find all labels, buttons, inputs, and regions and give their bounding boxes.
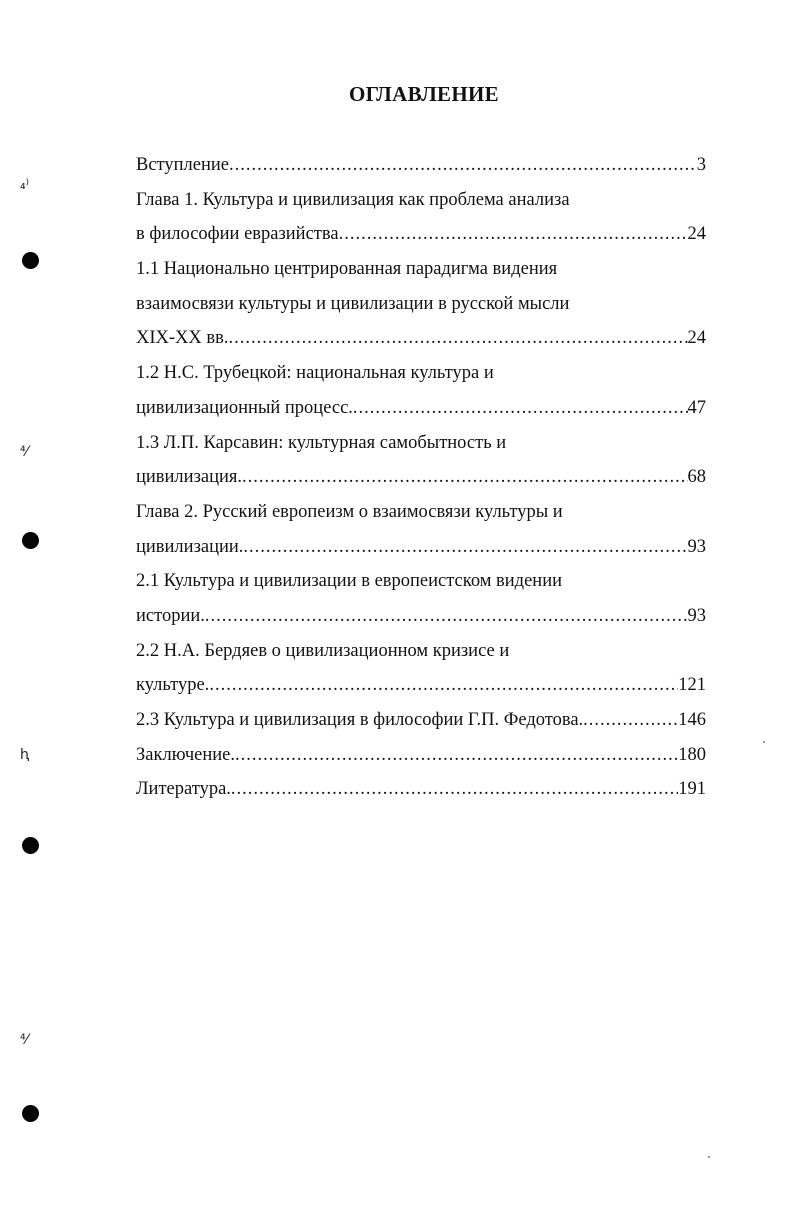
toc-entry: [136, 668, 706, 703]
toc-entry-title: 2.3 Культура и цивилизация в философии Г.П. Федотова.: [136, 710, 584, 730]
toc-page-number: 68: [687, 467, 706, 488]
toc-heading-line: Глава 1. Культура и цивилизация как проблема анализа: [136, 189, 570, 210]
toc-entry-title: Вступление: [136, 155, 229, 175]
toc-entry: [136, 148, 706, 183]
dot-leader: [243, 530, 687, 565]
binder-hole: [22, 252, 39, 269]
toc-entry-title: цивилизационный процесс.: [136, 397, 353, 418]
page-title: ОГЛАВЛЕНИЕ: [349, 82, 499, 106]
dot-leader: [205, 599, 688, 634]
scan-speck: [708, 1156, 710, 1158]
margin-mark: ₄⁾: [20, 177, 30, 193]
toc-entry-title: культуре.: [136, 675, 210, 696]
dot-leader: [229, 148, 697, 183]
toc-entry: [136, 391, 706, 426]
toc-heading-line: 1.1 Национально центрированная парадигма видения: [136, 259, 558, 280]
toc-entry: [136, 772, 706, 807]
dot-leader: [339, 217, 688, 252]
margin-mark: ⁴⁄: [20, 1032, 28, 1048]
toc-entry-title: XIX-XX вв.: [136, 328, 229, 349]
toc-heading-line: 1.2 Н.С. Трубецкой: национальная культура и: [136, 363, 494, 384]
toc-page-number: 24: [687, 224, 706, 245]
toc-entry-title: в философии евразийства: [136, 224, 339, 245]
toc-page-number: 3: [696, 155, 706, 175]
dot-leader: [228, 321, 687, 356]
toc-entry-title: цивилизация.: [136, 467, 243, 488]
toc-entry: [136, 703, 706, 738]
toc-entry: [136, 321, 706, 356]
toc-page-number: 24: [687, 328, 706, 349]
toc-page-number: 180: [678, 744, 706, 765]
toc-heading-line: 2.1 Культура и цивилизации в европеистском видении: [136, 571, 563, 592]
dot-leader: [353, 391, 688, 426]
dot-leader: [242, 460, 687, 495]
toc-entry: [136, 530, 706, 565]
binder-hole: [22, 1105, 39, 1122]
margin-mark: ⱨ: [20, 747, 29, 763]
dot-leader: [209, 668, 678, 703]
toc-entry: [136, 217, 706, 252]
toc-page-number: 93: [687, 536, 706, 557]
toc-entry: [136, 599, 706, 634]
toc-page-number: 121: [678, 675, 706, 696]
toc-entry: [136, 738, 706, 773]
toc-heading-line: 1.3 Л.П. Карсавин: культурная самобытность и: [136, 432, 507, 453]
scan-speck: [763, 741, 765, 743]
toc-page-number: 93: [687, 605, 706, 626]
table-of-contents: [136, 148, 706, 807]
dot-leader: [583, 703, 678, 738]
toc-heading-line: взаимосвязи культуры и цивилизации в русской мысли: [136, 293, 570, 314]
toc-entry-title: истории.: [136, 605, 205, 626]
margin-mark: ⁴⁄: [20, 444, 28, 460]
toc-entry-title: Заключение.: [136, 744, 235, 765]
toc-entry: [136, 460, 706, 495]
binder-hole: [22, 837, 39, 854]
toc-page-number: 146: [678, 710, 706, 730]
dot-leader: [235, 738, 678, 773]
toc-heading-line: 2.2 Н.А. Бердяев о цивилизационном кризисе и: [136, 640, 510, 661]
toc-heading-line: Глава 2. Русский европеизм о взаимосвязи культуры и: [136, 501, 563, 522]
binder-hole: [22, 532, 39, 549]
dot-leader: [231, 772, 678, 807]
toc-entry-title: Литература.: [136, 779, 231, 800]
toc-page-number: 191: [678, 779, 706, 800]
toc-page-number: 47: [687, 397, 706, 418]
toc-entry-title: цивилизации.: [136, 536, 244, 557]
